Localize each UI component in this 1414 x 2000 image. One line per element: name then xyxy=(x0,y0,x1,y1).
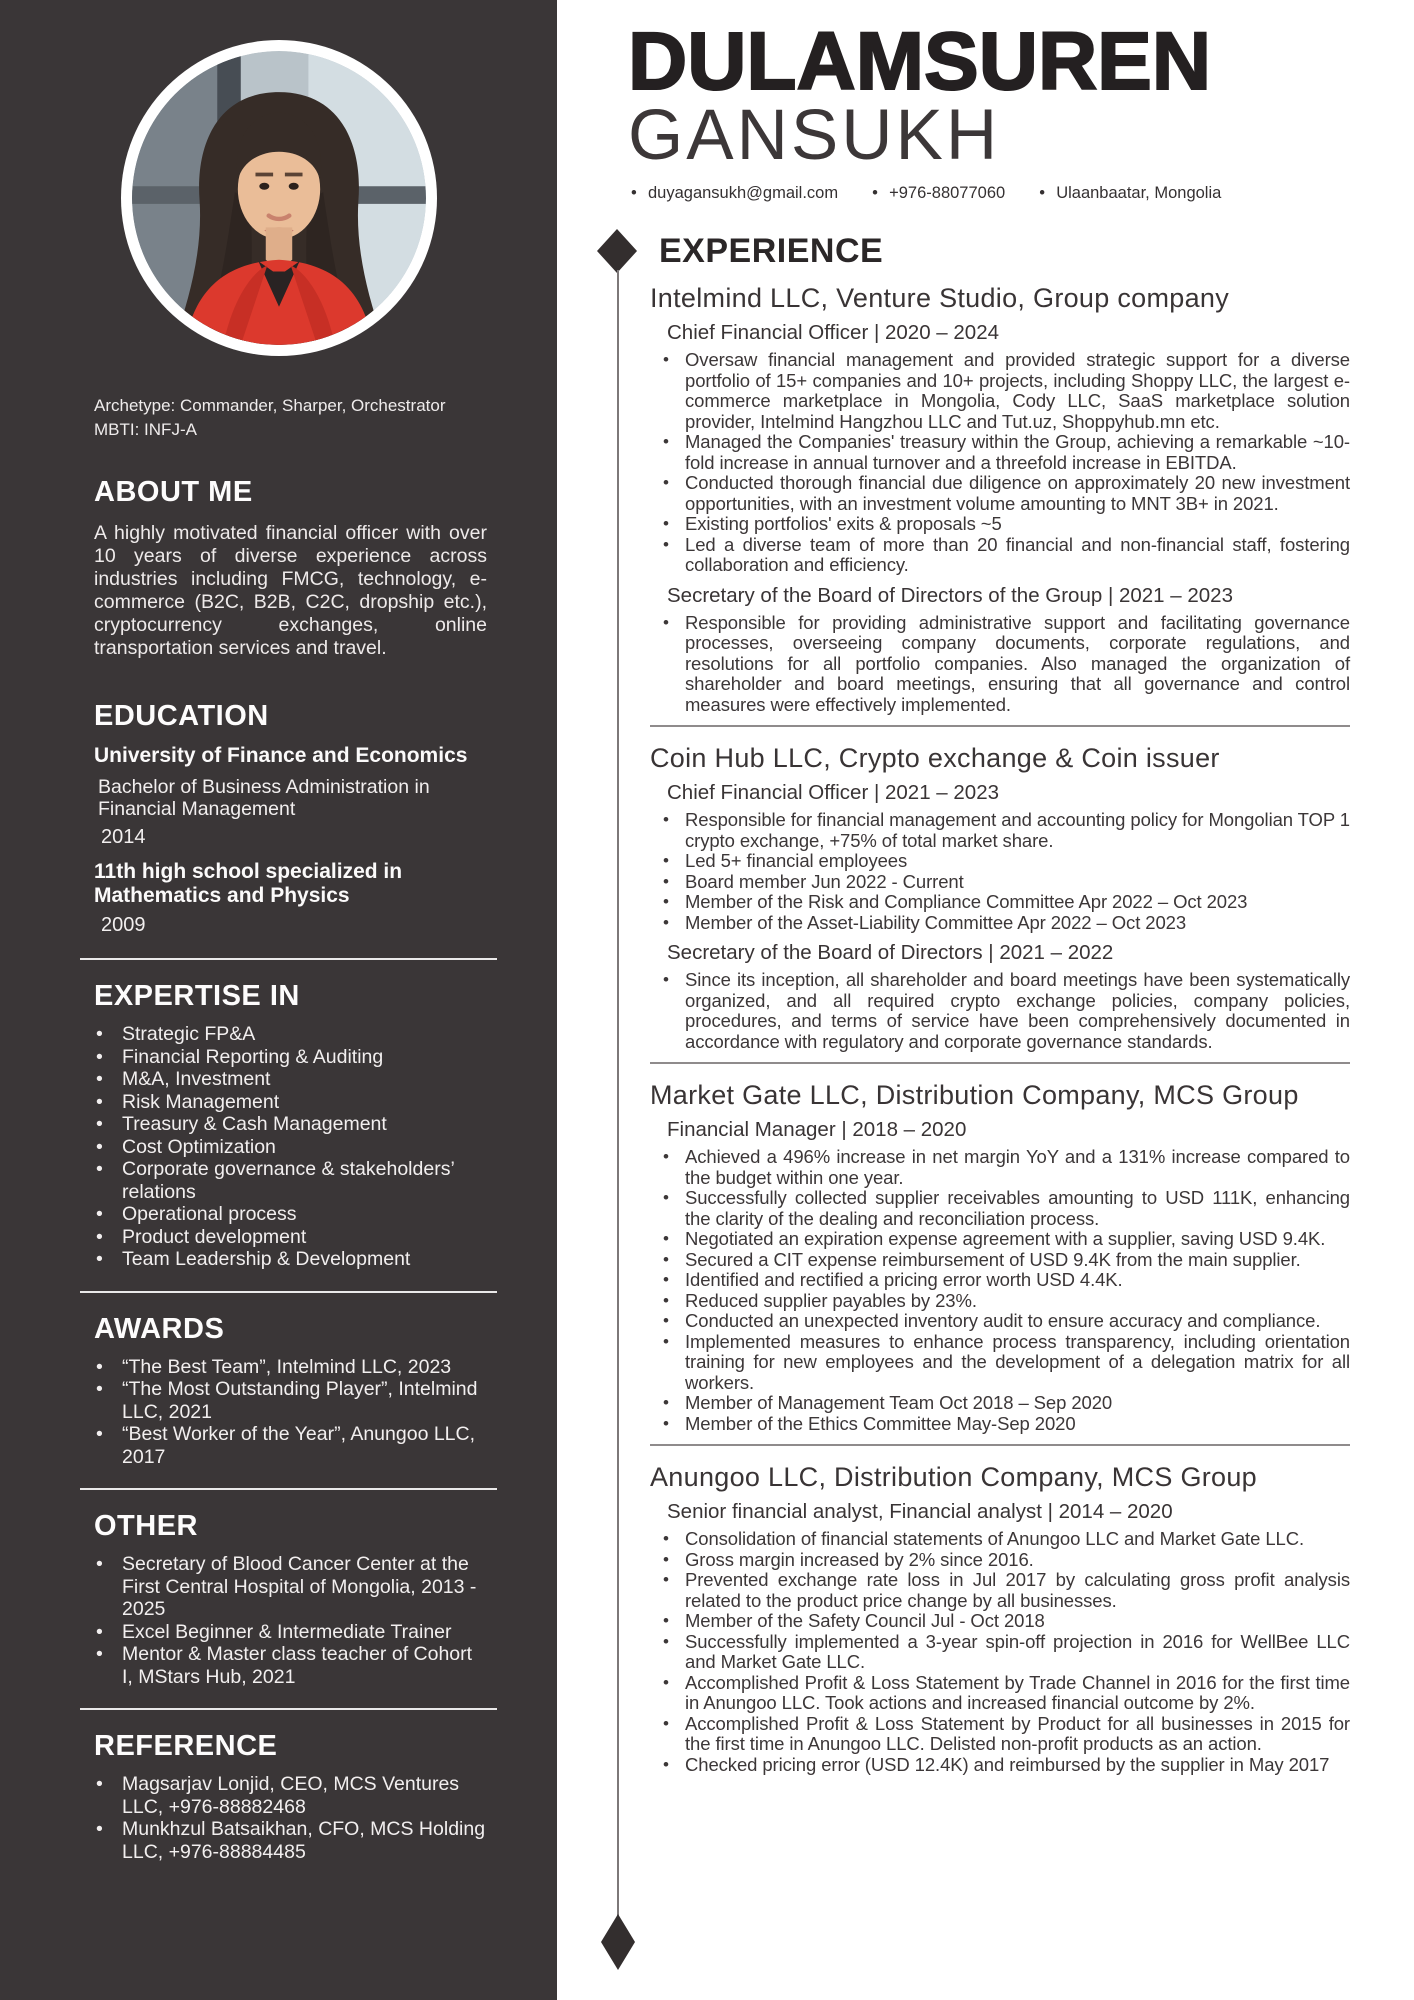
contact-item: • +976-88077060 xyxy=(872,184,1005,203)
experience-bullet: • Responsible for financial management and accounting policy for Mongolian TOP 1 crypto exchange, +75% of total market share. xyxy=(650,810,1350,851)
experience-bullet: • Identified and rectified a pricing error worth USD 4.4K. xyxy=(650,1270,1350,1291)
reference-item: • Munkhzul Batsaikhan, CFO, MCS Holding LLC, +976-88884485 xyxy=(94,1818,487,1863)
experience-bullet: • Oversaw financial management and provided strategic support for a diverse portfolio of 15+ companies and 10+ projects, including Shoppy LLC, the largest e-commerce marketplace in Mongolia, Cody LLC, SaaS marketplace solution provider, Intelmind Hangzhou LLC and Tut.uz, Shoppyhub.mn etc. xyxy=(650,350,1350,432)
experience-company xyxy=(650,283,1350,715)
experience-heading: EXPERIENCE xyxy=(659,231,884,270)
experience-companies xyxy=(650,283,1350,1775)
education-school: University of Finance and Economics xyxy=(94,744,468,767)
sidebar-content xyxy=(0,394,557,1863)
expertise-item: • Strategic FP&A xyxy=(94,1023,487,1046)
experience-bullet: • Existing portfolios' exits & proposals ~5 xyxy=(650,514,1350,535)
bullet-list xyxy=(650,1529,1350,1775)
experience-bullet: • Conducted an unexpected inventory audit to ensure accuracy and compliance. xyxy=(650,1311,1350,1332)
reference-list xyxy=(94,1773,487,1863)
award-item: • “The Best Team”, Intelmind LLC, 2023 xyxy=(94,1356,487,1379)
expertise-item: • M&A, Investment xyxy=(94,1068,487,1091)
company-name: Intelmind LLC, Venture Studio, Group company xyxy=(650,283,1230,313)
experience-bullet: • Implemented measures to enhance process transparency, including orientation training for new employees and the development of a delegation matrix for all workers. xyxy=(650,1332,1350,1394)
sidebar-divider xyxy=(80,1291,497,1293)
sidebar-divider xyxy=(80,1488,497,1490)
experience-bullet: • Accomplished Profit & Loss Statement by Trade Channel in 2016 for the first time in Anungoo LLC. Took actions and increased financial outcome by 2%. xyxy=(650,1673,1350,1714)
profile-photo xyxy=(121,40,437,356)
sidebar xyxy=(0,0,557,2000)
expertise-item: • Product development xyxy=(94,1226,487,1249)
experience-bullet: • Member of the Risk and Compliance Committee Apr 2022 – Oct 2023 xyxy=(650,892,1350,913)
expertise-list xyxy=(94,1023,487,1271)
experience-bullet: • Managed the Companies' treasury within the Group, achieving a remarkable ~10-fold increase in annual turnover and a threefold increase in EBITDA. xyxy=(650,432,1350,473)
sidebar-divider xyxy=(80,1708,497,1710)
sidebar-divider xyxy=(80,958,497,960)
expertise-heading: EXPERTISE IN xyxy=(94,980,300,1012)
experience-bullet: • Member of the Asset-Liability Committee Apr 2022 – Oct 2023 xyxy=(650,913,1350,934)
experience-company xyxy=(650,1062,1350,1434)
company-name: Coin Hub LLC, Crypto exchange & Coin issuer xyxy=(650,743,1220,773)
expertise-item: • Cost Optimization xyxy=(94,1136,487,1159)
bullet-list xyxy=(650,350,1350,576)
contact-item: • duyagansukh@gmail.com xyxy=(631,184,838,203)
awards-heading: AWARDS xyxy=(94,1312,225,1345)
education-item xyxy=(94,860,487,936)
other-heading: OTHER xyxy=(94,1510,198,1542)
experience-bullet: • Member of the Safety Council Jul - Oct 2018 xyxy=(650,1611,1350,1632)
role-title: Chief Financial Officer | 2020 – 2024 xyxy=(667,321,1000,344)
name-last: GANSUKH xyxy=(628,96,1001,175)
archetype-line: Archetype: Commander, Sharper, Orchestrator xyxy=(94,396,446,415)
mbti-line: MBTI: INFJ-A xyxy=(94,420,197,439)
about-heading: ABOUT ME xyxy=(94,476,253,508)
other-list xyxy=(94,1553,487,1688)
award-item: • “The Most Outstanding Player”, Intelmind LLC, 2021 xyxy=(94,1378,487,1423)
reference-heading: REFERENCE xyxy=(94,1730,278,1762)
name-first: DULAMSUREN xyxy=(628,16,1212,107)
experience-bullet: • Board member Jun 2022 - Current xyxy=(650,872,1350,893)
other-item: • Secretary of Blood Cancer Center at the First Central Hospital of Mongolia, 2013 - 2025 xyxy=(94,1553,487,1621)
experience-company xyxy=(650,1444,1350,1775)
experience-bullet: • Consolidation of financial statements of Anungoo LLC and Market Gate LLC. xyxy=(650,1529,1350,1550)
education-school: 11th high school specialized in Mathematics and Physics xyxy=(94,860,403,907)
awards-list xyxy=(94,1356,487,1469)
diamond-icon xyxy=(597,229,637,273)
education-year: 2014 xyxy=(101,826,146,848)
diamond-end-icon xyxy=(601,1914,635,1970)
experience-bullet: • Since its inception, all shareholder and board meetings have been systematically organized, and all required crypto exchange policies, company policies, procedures, and terms of service have been comprehensively documented in accordance with regulatory and corporate governance standards. xyxy=(650,970,1350,1052)
timeline-line xyxy=(617,270,619,1920)
experience-bullet: • Member of the Ethics Committee May-Sep 2020 xyxy=(650,1414,1350,1435)
expertise-item: • Corporate governance & stakeholders’ relations xyxy=(94,1158,487,1203)
experience-bullet: • Reduced supplier payables by 23%. xyxy=(650,1291,1350,1312)
bullet-list xyxy=(650,810,1350,933)
role-title: Chief Financial Officer | 2021 – 2023 xyxy=(667,781,1000,804)
contact-row xyxy=(631,184,1414,203)
role-title: Financial Manager | 2018 – 2020 xyxy=(667,1118,967,1141)
education-heading: EDUCATION xyxy=(94,700,269,732)
experience-company xyxy=(650,725,1350,1052)
expertise-item: • Operational process xyxy=(94,1203,487,1226)
bullet-list xyxy=(650,970,1350,1052)
experience-bullet: • Member of Management Team Oct 2018 – Sep 2020 xyxy=(650,1393,1350,1414)
experience-header xyxy=(597,229,1414,273)
experience-bullet: • Prevented exchange rate loss in Jul 2017 by calculating gross profit analysis related to the product price change by all businesses. xyxy=(650,1570,1350,1611)
company-name: Market Gate LLC, Distribution Company, MCS Group xyxy=(650,1080,1299,1110)
experience-bullet: • Led 5+ financial employees xyxy=(650,851,1350,872)
role-title: Senior financial analyst, Financial analyst | 2014 – 2020 xyxy=(667,1500,1173,1523)
education-list xyxy=(94,744,487,936)
role-title: Secretary of the Board of Directors | 2021 – 2022 xyxy=(667,941,1114,964)
company-name: Anungoo LLC, Distribution Company, MCS Group xyxy=(650,1462,1257,1492)
other-item: • Mentor & Master class teacher of Cohort I, MStars Hub, 2021 xyxy=(94,1643,487,1688)
experience-bullet: • Gross margin increased by 2% since 2016. xyxy=(650,1550,1350,1571)
experience-bullet: • Successfully collected supplier receivables amounting to USD 111K, enhancing the clarity of the dealing and reconciliation process. xyxy=(650,1188,1350,1229)
experience-bullet: • Secured a CIT expense reimbursement of USD 9.4K from the main supplier. xyxy=(650,1250,1350,1271)
experience-bullet: • Led a diverse team of more than 20 financial and non-financial staff, fostering collaboration and efficiency. xyxy=(650,535,1350,576)
portrait-image xyxy=(132,51,426,345)
experience-bullet: • Achieved a 496% increase in net margin YoY and a 131% increase compared to the budget within one year. xyxy=(650,1147,1350,1188)
expertise-item: • Financial Reporting & Auditing xyxy=(94,1046,487,1069)
role-title: Secretary of the Board of Directors of the Group | 2021 – 2023 xyxy=(667,583,1233,607)
award-item: • “Best Worker of the Year”, Anungoo LLC, 2017 xyxy=(94,1423,487,1468)
main-content xyxy=(557,0,1414,2000)
education-year: 2009 xyxy=(101,914,146,936)
other-item: • Excel Beginner & Intermediate Trainer xyxy=(94,1621,487,1644)
expertise-item: • Treasury & Cash Management xyxy=(94,1113,487,1136)
contact-item: • Ulaanbaatar, Mongolia xyxy=(1039,184,1221,203)
experience-bullet: • Responsible for providing administrative support and facilitating governance processes, overseeing company documents, corporate regulations, and resolutions for all portfolio companies. Also managed the organization of shareholder and board meetings, ensuring that all governance and control measures were effectively implemented. xyxy=(650,613,1350,716)
education-item xyxy=(94,744,487,848)
bullet-list xyxy=(650,1147,1350,1434)
experience-bullet: • Negotiated an expiration expense agreement with a supplier, saving USD 9.4K. xyxy=(650,1229,1350,1250)
experience-bullet: • Successfully implemented a 3-year spin-off projection in 2016 for WellBee LLC and Market Gate LLC. xyxy=(650,1632,1350,1673)
experience-bullet: • Checked pricing error (USD 12.4K) and reimbursed by the supplier in May 2017 xyxy=(650,1755,1350,1776)
expertise-item: • Risk Management xyxy=(94,1091,487,1114)
bullet-list xyxy=(650,613,1350,716)
reference-item: • Magsarjav Lonjid, CEO, MCS Ventures LLC, +976-88882468 xyxy=(94,1773,487,1818)
expertise-item: • Team Leadership & Development xyxy=(94,1248,487,1271)
education-degree: Bachelor of Business Administration in Financial Management xyxy=(98,776,430,820)
about-text: A highly motivated financial officer with over 10 years of diverse experience across industries including FMCG, technology, e-commerce (B2C, B2B, C2C, dropship etc.), cryptocurrency exchanges, online transportation services and travel. xyxy=(94,522,487,659)
experience-bullet: • Conducted thorough financial due diligence on approximately 20 new investment opportunities, with an investment volume amounting to MNT 3B+ in 2021. xyxy=(650,473,1350,514)
experience-bullet: • Accomplished Profit & Loss Statement by Product for all businesses in 2015 for the first time in Anungoo LLC. Delisted non-profit products as an action. xyxy=(650,1714,1350,1755)
